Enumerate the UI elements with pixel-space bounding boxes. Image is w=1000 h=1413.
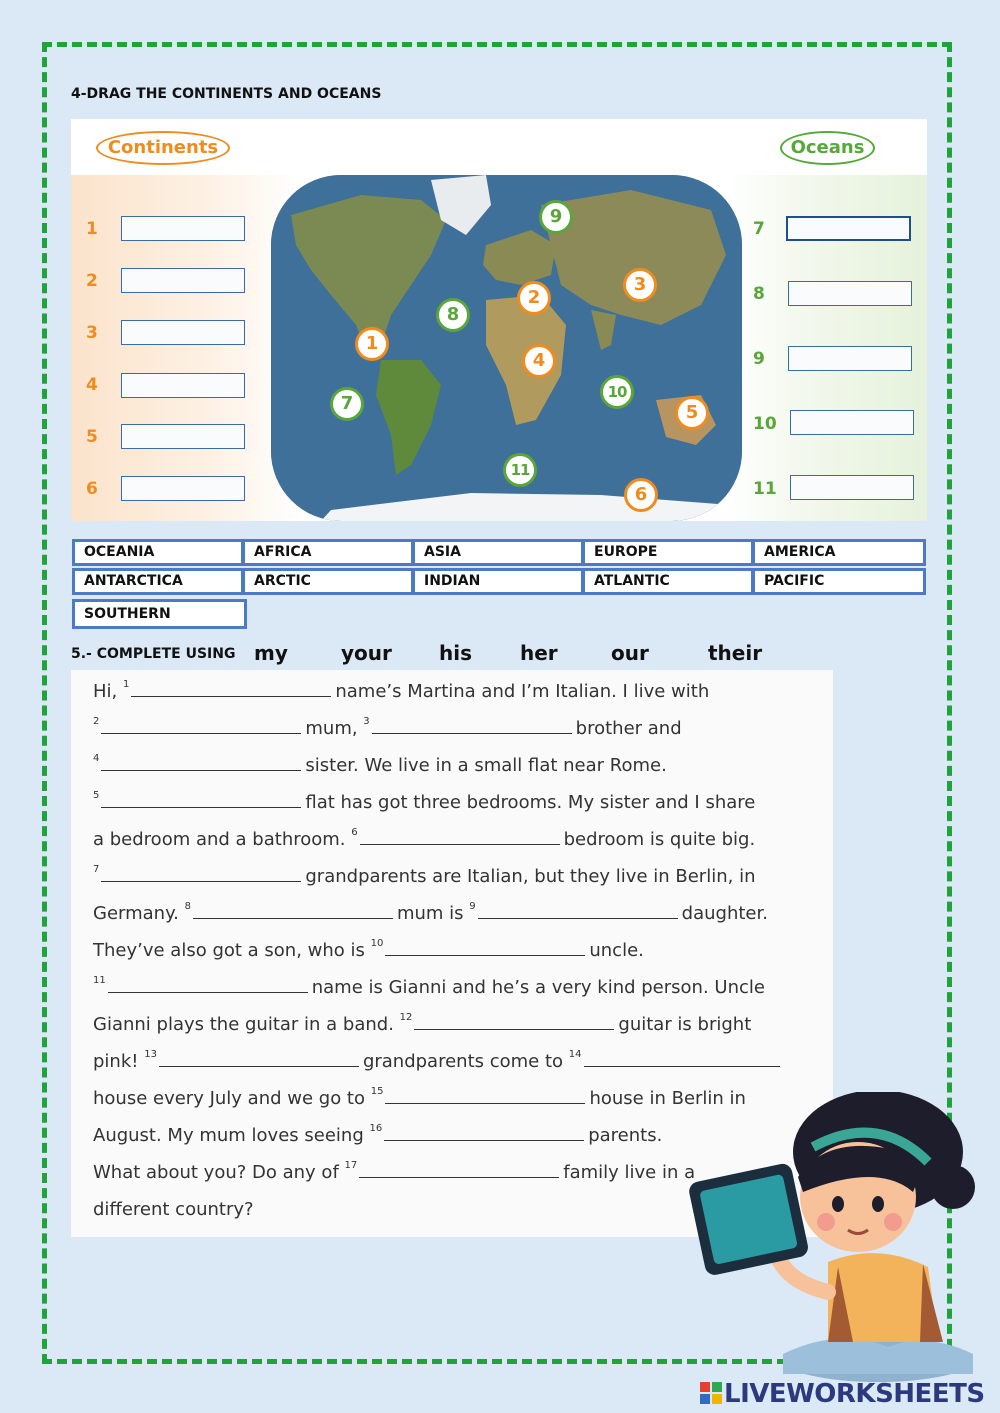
passage-text: a bedroom and a bathroom. xyxy=(93,829,352,850)
blank-number: 12 xyxy=(399,1012,413,1023)
map-marker-6: 6 xyxy=(624,478,658,512)
passage-line-14 xyxy=(93,1162,695,1183)
ocean-number-11: 11 xyxy=(753,479,777,499)
passage-line-3 xyxy=(93,755,667,776)
continent-drop-6[interactable] xyxy=(121,476,245,501)
continent-drop-4[interactable] xyxy=(121,373,245,398)
passage-text: Germany. xyxy=(93,903,185,924)
blank-12[interactable] xyxy=(414,1015,614,1030)
ocean-drop-9[interactable] xyxy=(788,346,912,371)
map-marker-8: 8 xyxy=(436,298,470,332)
blank-number: 6 xyxy=(351,827,358,838)
word-bank-oceania[interactable]: OCEANIA xyxy=(72,539,244,566)
liveworksheets-logo-icon xyxy=(700,1381,722,1403)
pronoun-their: their xyxy=(708,641,763,665)
passage-line-2 xyxy=(93,718,682,739)
passage-text: August. My mum loves seeing xyxy=(93,1125,370,1146)
ocean-number-9: 9 xyxy=(753,349,765,369)
blank-13[interactable] xyxy=(159,1052,359,1067)
passage-text: different country? xyxy=(93,1199,254,1220)
continent-number-5: 5 xyxy=(86,427,98,447)
blank-9[interactable] xyxy=(478,904,678,919)
blank-3[interactable] xyxy=(372,719,572,734)
passage-text: guitar is bright xyxy=(618,1014,752,1035)
blank-1[interactable] xyxy=(131,682,331,697)
continent-number-6: 6 xyxy=(86,479,98,499)
passage-line-6 xyxy=(93,866,755,887)
ocean-number-10: 10 xyxy=(753,414,777,434)
word-bank-atlantic[interactable]: ATLANTIC xyxy=(582,568,754,595)
pronoun-your: your xyxy=(341,641,392,665)
brand-text: LIVEWORKSHEETS xyxy=(724,1379,985,1409)
word-bank-africa[interactable]: AFRICA xyxy=(242,539,414,566)
blank-16[interactable] xyxy=(384,1126,584,1141)
passage-text: brother and xyxy=(575,718,682,739)
blank-number: 16 xyxy=(369,1123,383,1134)
passage-text: daughter. xyxy=(681,903,768,924)
passage-text: grandparents come to xyxy=(362,1051,569,1072)
passage-line-11 xyxy=(93,1051,784,1072)
word-bank-indian[interactable]: INDIAN xyxy=(412,568,584,595)
blank-number: 7 xyxy=(93,864,100,875)
continent-number-1: 1 xyxy=(86,219,98,239)
passage-line-12 xyxy=(93,1088,746,1109)
passage-text: What about you? Do any of xyxy=(93,1162,345,1183)
continent-drop-2[interactable] xyxy=(121,268,245,293)
word-bank-america[interactable]: AMERICA xyxy=(752,539,926,566)
map-marker-7: 7 xyxy=(330,387,364,421)
passage-text: family live in a xyxy=(563,1162,696,1183)
passage-line-10 xyxy=(93,1014,751,1035)
blank-number: 5 xyxy=(93,790,100,801)
map-marker-1: 1 xyxy=(355,327,389,361)
passage-text: name is Gianni and he’s a very kind person. Uncle xyxy=(311,977,765,998)
blank-number: 15 xyxy=(370,1086,384,1097)
word-bank-europe[interactable]: EUROPE xyxy=(582,539,754,566)
blank-11[interactable] xyxy=(108,978,308,993)
passage-text: They’ve also got a son, who is xyxy=(93,940,371,961)
continents-label: Continents xyxy=(96,131,230,165)
word-bank-southern[interactable]: SOUTHERN xyxy=(72,599,247,629)
passage-text: house every July and we go to xyxy=(93,1088,371,1109)
blank-number: 10 xyxy=(370,938,384,949)
passage-text: Hi, xyxy=(93,681,123,702)
blank-5[interactable] xyxy=(101,793,301,808)
passage-text: parents. xyxy=(588,1125,663,1146)
blank-number: 4 xyxy=(93,753,100,764)
blank-number: 1 xyxy=(122,679,130,690)
ocean-drop-10[interactable] xyxy=(790,410,914,435)
map-marker-11: 11 xyxy=(503,453,537,487)
word-bank-arctic[interactable]: ARCTIC xyxy=(242,568,414,595)
liveworksheets-logo xyxy=(700,1379,985,1409)
blank-8[interactable] xyxy=(193,904,393,919)
map-marker-10: 10 xyxy=(600,375,634,409)
continent-drop-3[interactable] xyxy=(121,320,245,345)
passage-line-13 xyxy=(93,1125,662,1146)
passage-line-4 xyxy=(93,792,755,813)
passage-line-9 xyxy=(93,977,765,998)
blank-15[interactable] xyxy=(385,1089,585,1104)
pronoun-his: his xyxy=(439,641,472,665)
blank-14[interactable] xyxy=(584,1052,780,1067)
continent-number-4: 4 xyxy=(86,375,98,395)
blank-10[interactable] xyxy=(385,941,585,956)
passage-text: name’s Martina and I’m Italian. I live with xyxy=(335,681,710,702)
pronoun-my: my xyxy=(254,641,288,665)
map-marker-4: 4 xyxy=(522,344,556,378)
exercise-5-title: 5.- COMPLETE USING xyxy=(71,646,236,662)
blank-7[interactable] xyxy=(101,867,301,882)
passage-text: mum, xyxy=(305,718,364,739)
passage-text: sister. We live in a small flat near Rome. xyxy=(305,755,667,776)
girl-illustration-graphic xyxy=(688,1092,978,1382)
blank-17[interactable] xyxy=(359,1163,559,1178)
ocean-number-7: 7 xyxy=(753,219,765,239)
oceans-label: Oceans xyxy=(780,131,875,165)
continent-number-2: 2 xyxy=(86,271,98,291)
map-marker-9: 9 xyxy=(539,200,573,234)
blank-number: 2 xyxy=(93,716,100,727)
passage-line-8 xyxy=(93,940,644,961)
map-panel xyxy=(71,119,927,521)
ocean-drop-7[interactable] xyxy=(786,216,911,241)
pronoun-our: our xyxy=(611,641,649,665)
blank-2[interactable] xyxy=(101,719,301,734)
passage-line-15 xyxy=(93,1199,254,1220)
passage-text: Gianni plays the guitar in a band. xyxy=(93,1014,400,1035)
passage-text: bedroom is quite big. xyxy=(563,829,756,850)
blank-4[interactable] xyxy=(101,756,301,771)
passage-text: pink! xyxy=(93,1051,145,1072)
map-marker-2: 2 xyxy=(517,281,551,315)
passage-line-1 xyxy=(93,681,709,702)
pronoun-her: her xyxy=(520,641,558,665)
map-marker-3: 3 xyxy=(623,268,657,302)
passage-text: grandparents are Italian, but they live in Berlin, in xyxy=(305,866,756,887)
continent-drop-1[interactable] xyxy=(121,216,245,241)
passage-text: mum is xyxy=(396,903,470,924)
blank-number: 3 xyxy=(363,716,370,727)
passage-line-7 xyxy=(93,903,768,924)
ocean-drop-8[interactable] xyxy=(788,281,912,306)
blank-number: 13 xyxy=(144,1049,157,1060)
girl-with-tablet-illustration xyxy=(688,1092,978,1382)
word-bank-asia[interactable]: ASIA xyxy=(412,539,584,566)
ocean-drop-11[interactable] xyxy=(790,475,914,500)
passage-text: flat has got three bedrooms. My sister and I share xyxy=(305,792,756,813)
blank-number: 14 xyxy=(568,1049,582,1060)
passage-line-5 xyxy=(93,829,755,850)
map-marker-5: 5 xyxy=(675,396,709,430)
passage-text: uncle. xyxy=(589,940,644,961)
blank-number: 17 xyxy=(344,1160,358,1171)
word-bank-antarctica[interactable]: ANTARCTICA xyxy=(72,568,244,595)
exercise-4-title: 4-DRAG THE CONTINENTS AND OCEANS xyxy=(71,86,382,102)
ocean-number-8: 8 xyxy=(753,284,765,304)
passage-text: house in Berlin in xyxy=(589,1088,746,1109)
blank-number: 11 xyxy=(93,975,106,986)
blank-6[interactable] xyxy=(360,830,560,845)
continent-number-3: 3 xyxy=(86,323,98,343)
continent-drop-5[interactable] xyxy=(121,424,245,449)
world-map xyxy=(271,175,742,521)
blank-number: 9 xyxy=(469,901,476,912)
blank-number: 8 xyxy=(184,901,191,912)
word-bank-pacific[interactable]: PACIFIC xyxy=(752,568,926,595)
